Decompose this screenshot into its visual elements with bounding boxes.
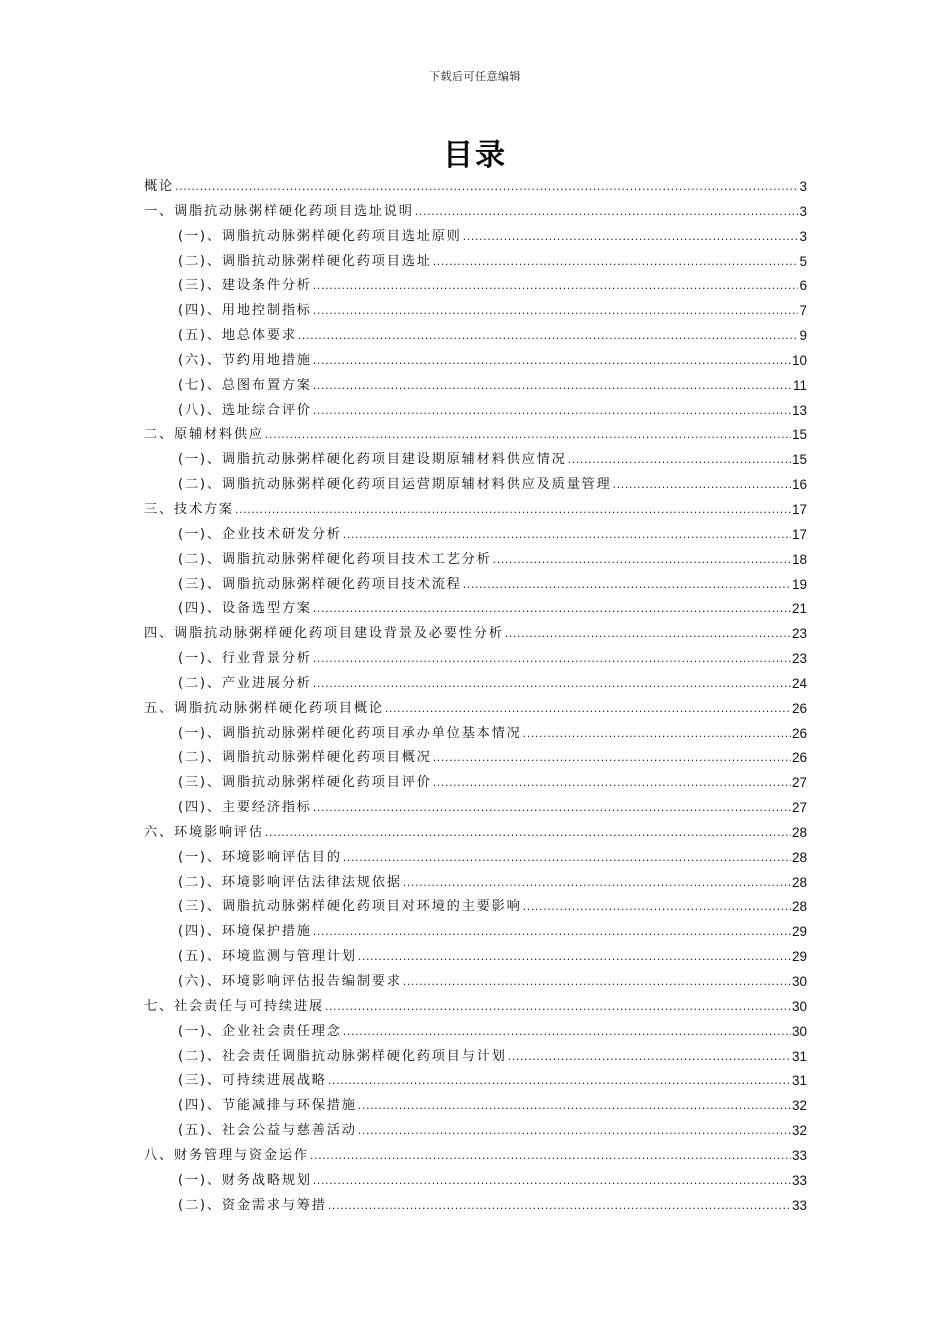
toc-entry[interactable] [144,523,807,548]
toc-dot-leader [313,1169,791,1194]
toc-dot-leader [235,498,791,523]
toc-dot-leader [358,945,791,970]
toc-dot-leader [493,548,791,573]
toc-entry-title: (四)、主要经济指标 [178,800,312,816]
toc-entry-title: (七)、总图布置方案 [178,377,312,393]
toc-entry-title: 八、财务管理与资金运作 [144,1147,309,1163]
toc-page-number: 5 [799,253,807,269]
toc-entry[interactable] [144,746,807,771]
toc-dot-leader [403,970,791,995]
toc-page-number: 26 [791,700,807,716]
toc-entry-title: (三)、可持续进展战略 [178,1073,327,1089]
toc-page-number: 10 [791,352,807,368]
toc-dot-leader [310,1144,791,1169]
toc-entry-title: (三)、调脂抗动脉粥样硬化药项目对环境的主要影响 [178,899,522,915]
toc-entry[interactable] [144,299,807,324]
toc-title: 目录 [443,138,507,173]
toc-page-number: 9 [799,328,807,344]
toc-entry[interactable] [144,1169,807,1194]
toc-dot-leader [298,324,799,349]
toc-dot-leader [325,995,791,1020]
toc-entry[interactable] [144,920,807,945]
toc-entry[interactable] [144,250,807,275]
toc-entry[interactable] [144,200,807,225]
toc-page-number: 31 [791,1073,807,1089]
toc-page-number: 29 [791,949,807,965]
toc-entry-title: (四)、用地控制指标 [178,303,312,319]
toc-page-number: 16 [791,477,807,493]
toc-dot-leader [343,846,791,871]
toc-dot-leader [328,1194,791,1219]
toc-dot-leader [463,573,791,598]
toc-entry-title: (六)、节约用地措施 [178,352,312,368]
toc-entry-title: (一)、行业背景分析 [178,651,312,667]
toc-entry-title: (一)、企业技术研发分析 [178,526,342,542]
toc-entry[interactable] [144,622,807,647]
toc-page-number: 32 [791,1123,807,1139]
toc-page-number: 31 [791,1048,807,1064]
toc-dot-leader [313,374,792,399]
toc-page-number: 3 [799,179,807,194]
toc-entry-title: 三、技术方案 [144,501,234,517]
toc-dot-leader [313,920,791,945]
toc-page-number: 27 [791,800,807,816]
toc-page-number: 18 [791,551,807,567]
toc-page-number: 17 [791,526,807,542]
toc-entry-title: 五、调脂抗动脉粥样硬化药项目概论 [144,700,384,716]
toc-dot-leader [313,796,791,821]
toc-page-number: 32 [791,1098,807,1114]
toc-dot-leader [508,1045,791,1070]
toc-entry[interactable] [144,1069,807,1094]
toc-entry-title: (五)、地总体要求 [178,328,297,344]
toc-page-number: 15 [791,452,807,468]
toc-dot-leader [358,1094,791,1119]
toc-entry[interactable] [144,1020,807,1045]
toc-page-number: 28 [791,899,807,915]
toc-page-number: 28 [791,849,807,865]
toc-entry[interactable] [144,647,807,672]
toc-dot-leader [313,647,791,672]
toc-page-number: 33 [791,1172,807,1188]
toc-dot-leader [463,225,799,250]
toc-entry[interactable] [144,399,807,424]
toc-entry-title: (一)、企业社会责任理念 [178,1023,342,1039]
toc-page-number: 24 [791,675,807,691]
toc-page-number: 26 [791,725,807,741]
toc-entry[interactable] [144,796,807,821]
toc-dot-leader [613,473,791,498]
toc-entry[interactable] [144,771,807,796]
toc-entry-title: (四)、设备选型方案 [178,601,312,617]
toc-dot-leader [313,349,791,374]
toc-entry[interactable] [144,597,807,622]
toc-dot-leader [385,697,791,722]
toc-entry-title: (一)、调脂抗动脉粥样硬化药项目承办单位基本情况 [178,725,522,741]
toc-entry[interactable] [144,871,807,896]
toc-entry[interactable] [144,945,807,970]
toc-entry[interactable] [144,1094,807,1119]
toc-entry-title: (三)、建设条件分析 [178,278,312,294]
toc-page-number: 29 [791,924,807,940]
toc-entry-title: (二)、社会责任调脂抗动脉粥样硬化药项目与计划 [178,1048,507,1064]
toc-page-number: 23 [791,651,807,667]
toc-entry-title: (二)、调脂抗动脉粥样硬化药项目选址 [178,253,432,269]
toc-page-number: 6 [799,278,807,294]
toc-entry-title: (一)、调脂抗动脉粥样硬化药项目建设期原辅材料供应情况 [178,452,567,468]
toc-page-number: 11 [792,377,807,393]
toc-entry[interactable] [144,895,807,920]
toc-page-number: 7 [799,303,807,319]
toc-entry-title: 六、环境影响评估 [144,824,264,840]
toc-dot-leader [403,871,791,896]
toc-entry[interactable] [144,374,807,399]
toc-entry[interactable] [144,423,807,448]
toc-dot-leader [433,250,799,275]
page-header: 下载后可任意编辑 [429,70,521,83]
toc-entry[interactable] [144,1045,807,1070]
toc-dot-leader [523,895,791,920]
toc-entry[interactable] [144,995,807,1020]
toc-page-number: 3 [799,203,807,219]
toc-entry-title: (一)、调脂抗动脉粥样硬化药项目选址原则 [178,228,462,244]
toc-page-number: 33 [791,1147,807,1163]
toc-dot-leader [313,597,791,622]
toc-entry[interactable] [144,970,807,995]
toc-entry-title: 四、调脂抗动脉粥样硬化药项目建设背景及必要性分析 [144,626,504,642]
toc-page-number: 13 [791,402,807,418]
toc-entry-title: 概论 [144,179,174,194]
toc-dot-leader [313,672,791,697]
toc-entry-title: (二)、产业进展分析 [178,675,312,691]
toc-entry-title: (三)、调脂抗动脉粥样硬化药项目评价 [178,775,432,791]
toc-entry[interactable] [144,1119,807,1144]
toc-page-number: 21 [791,601,807,617]
toc-entry[interactable] [144,573,807,598]
toc-entry[interactable] [144,498,807,523]
toc-dot-leader [433,746,791,771]
toc-entry-title: (五)、环境监测与管理计划 [178,949,357,965]
toc-entry-title: (五)、社会公益与慈善活动 [178,1123,357,1139]
toc-entry-title: (一)、环境影响评估目的 [178,849,342,865]
toc-entry[interactable] [144,722,807,747]
toc-dot-leader [313,299,799,324]
toc-page-number: 19 [791,576,807,592]
toc-entry[interactable] [144,697,807,722]
toc-entry[interactable] [144,349,807,374]
toc-entry-title: (三)、调脂抗动脉粥样硬化药项目技术流程 [178,576,462,592]
toc-entry-title: (四)、环境保护措施 [178,924,312,940]
toc-page-number: 30 [791,998,807,1014]
toc-entry-title: (八)、选址综合评价 [178,402,312,418]
toc-dot-leader [313,399,791,424]
table-of-contents [144,175,807,1218]
toc-page-number: 30 [791,974,807,989]
toc-dot-leader [568,448,791,473]
toc-dot-leader [343,1020,791,1045]
toc-dot-leader [505,622,791,647]
toc-entry[interactable] [144,1144,807,1169]
toc-entry-title: (二)、资金需求与筹措 [178,1197,327,1213]
toc-entry[interactable] [144,821,807,846]
toc-page-number: 28 [791,824,807,840]
toc-dot-leader [343,523,791,548]
toc-entry-title: 七、社会责任与可持续进展 [144,998,324,1014]
toc-entry-title: (一)、财务战略规划 [178,1172,312,1188]
toc-page-number: 33 [791,1197,807,1213]
toc-dot-leader [265,423,791,448]
toc-dot-leader [523,722,791,747]
toc-dot-leader [358,1119,791,1144]
toc-entry[interactable] [144,175,807,200]
toc-entry[interactable] [144,1194,807,1219]
toc-dot-leader [265,821,791,846]
toc-entry[interactable] [144,324,807,349]
toc-entry[interactable] [144,548,807,573]
toc-page-number: 28 [791,874,807,890]
toc-entry-title: 二、原辅材料供应 [144,427,264,443]
toc-entry-title: (二)、调脂抗动脉粥样硬化药项目运营期原辅材料供应及质量管理 [178,477,612,493]
toc-entry-title: (四)、节能减排与环保措施 [178,1098,357,1114]
toc-entry[interactable] [144,672,807,697]
toc-page-number: 17 [791,501,807,517]
toc-entry[interactable] [144,274,807,299]
toc-entry[interactable] [144,225,807,250]
toc-page-number: 23 [791,626,807,642]
toc-entry-title: 一、调脂抗动脉粥样硬化药项目选址说明 [144,203,414,219]
toc-entry-title: (二)、调脂抗动脉粥样硬化药项目概况 [178,750,432,766]
toc-dot-leader [175,175,799,200]
toc-page-number: 27 [791,775,807,791]
toc-page-number: 15 [791,427,807,443]
toc-dot-leader [313,274,799,299]
toc-page-number: 30 [791,1023,807,1039]
toc-dot-leader [328,1069,791,1094]
toc-entry-title: (二)、调脂抗动脉粥样硬化药项目技术工艺分析 [178,551,492,567]
toc-dot-leader [433,771,791,796]
toc-entry-title: (六)、环境影响评估报告编制要求 [178,974,402,989]
toc-entry[interactable] [144,473,807,498]
toc-entry-title: (二)、环境影响评估法律法规依据 [178,874,402,890]
toc-dot-leader [415,200,799,225]
toc-entry[interactable] [144,448,807,473]
toc-page-number: 3 [799,228,807,244]
toc-page-number: 26 [791,750,807,766]
toc-entry[interactable] [144,846,807,871]
